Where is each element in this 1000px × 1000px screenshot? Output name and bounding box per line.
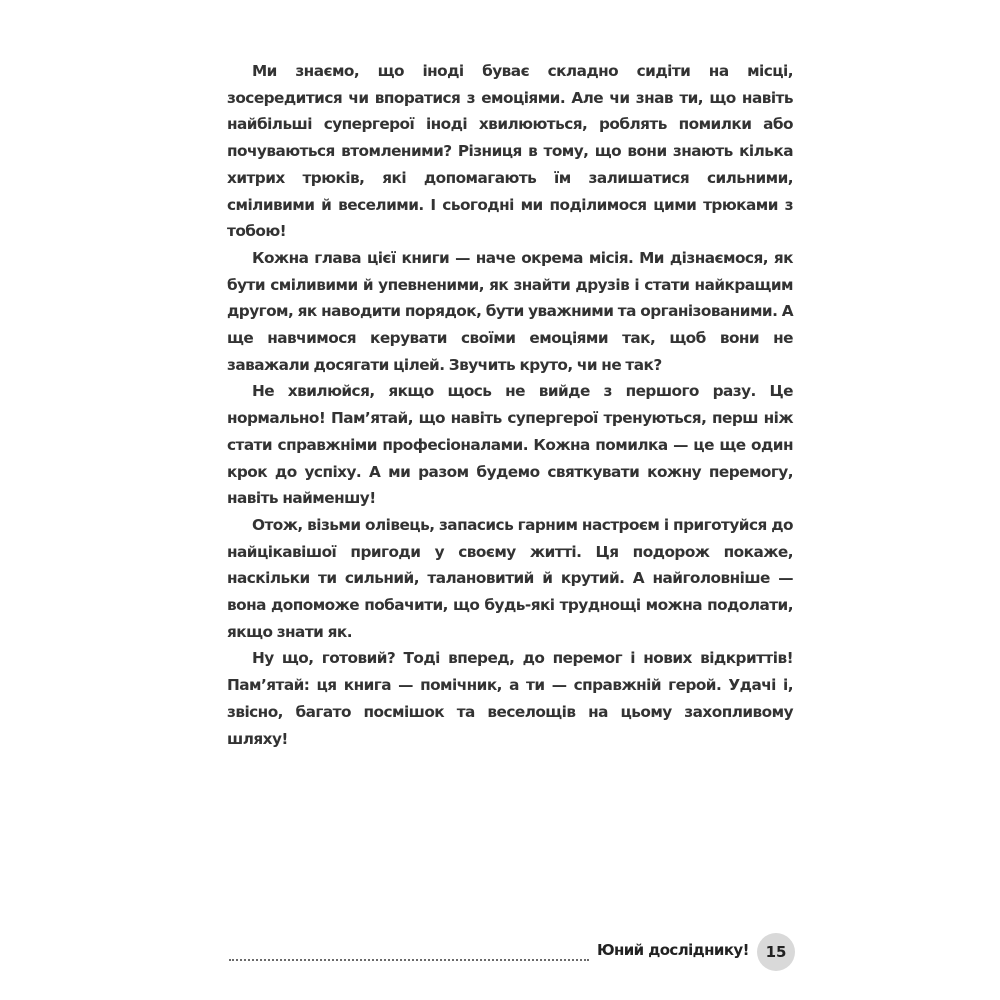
- page-number: 15: [765, 943, 787, 961]
- paragraph-3: Не хвилюйся, якщо щось не вийде з першого разу. Це нормально! Пам’ятай, що навіть супергерої тренуються, перш ніж стати справжніми професіоналами. Кожна помилка — це ще один крок до успіху. А ми разом будемо святкувати кожну перемогу, навіть найменшу!: [227, 382, 793, 508]
- main-text: [227, 58, 793, 752]
- paragraph-4: Отож, візьми олівець, запасись гарним настроєм і приготуйся до найцікавішої пригоди у своєму житті. Ця подорож покаже, наскільки ти сильний, талановитий й крутий. А найголовніше — вона допоможе побачити, що будь-які труднощі можна подолати, якщо знати як.: [227, 515, 793, 641]
- page-number-badge: [757, 933, 795, 971]
- running-title: Юний досліднику!: [597, 941, 749, 959]
- paragraph-5: Ну що, готовий? Тоді вперед, до перемог і нових відкриттів! Пам’ятай: ця книга — помічник, а ти — справжній герой. Удачі і, звісно, багато посмішок та веселощів на цьому захопливому шляху!: [227, 649, 793, 748]
- paragraph-1: Ми знаємо, що іноді буває складно сидіти на місці, зосередитися чи впоратися з емоціями. Але чи знав ти, що навіть найбільші супергерої іноді хвилюються, роблять помилки або почуваються втомленими? Різниця в тому, що вони знають кілька хитрих трюків, які допомагають їм залишатися сильними, сміливими й веселими. І сьогодні ми поділимося цими трюками з тобою!: [227, 62, 793, 241]
- dotted-leader: [229, 959, 589, 961]
- paragraph-2: Кожна глава цієї книги — наче окрема місія. Ми дізнаємося, як бути сміливими й упевненими, як знайти друзів і стати найкращим другом, як наводити порядок, бути уважними та організованими. А ще навчимося керувати своїми емоціями так, щоб вони не заважали досягати цілей. Звучить круто, чи не так?: [227, 248, 793, 374]
- page-footer: [229, 933, 795, 971]
